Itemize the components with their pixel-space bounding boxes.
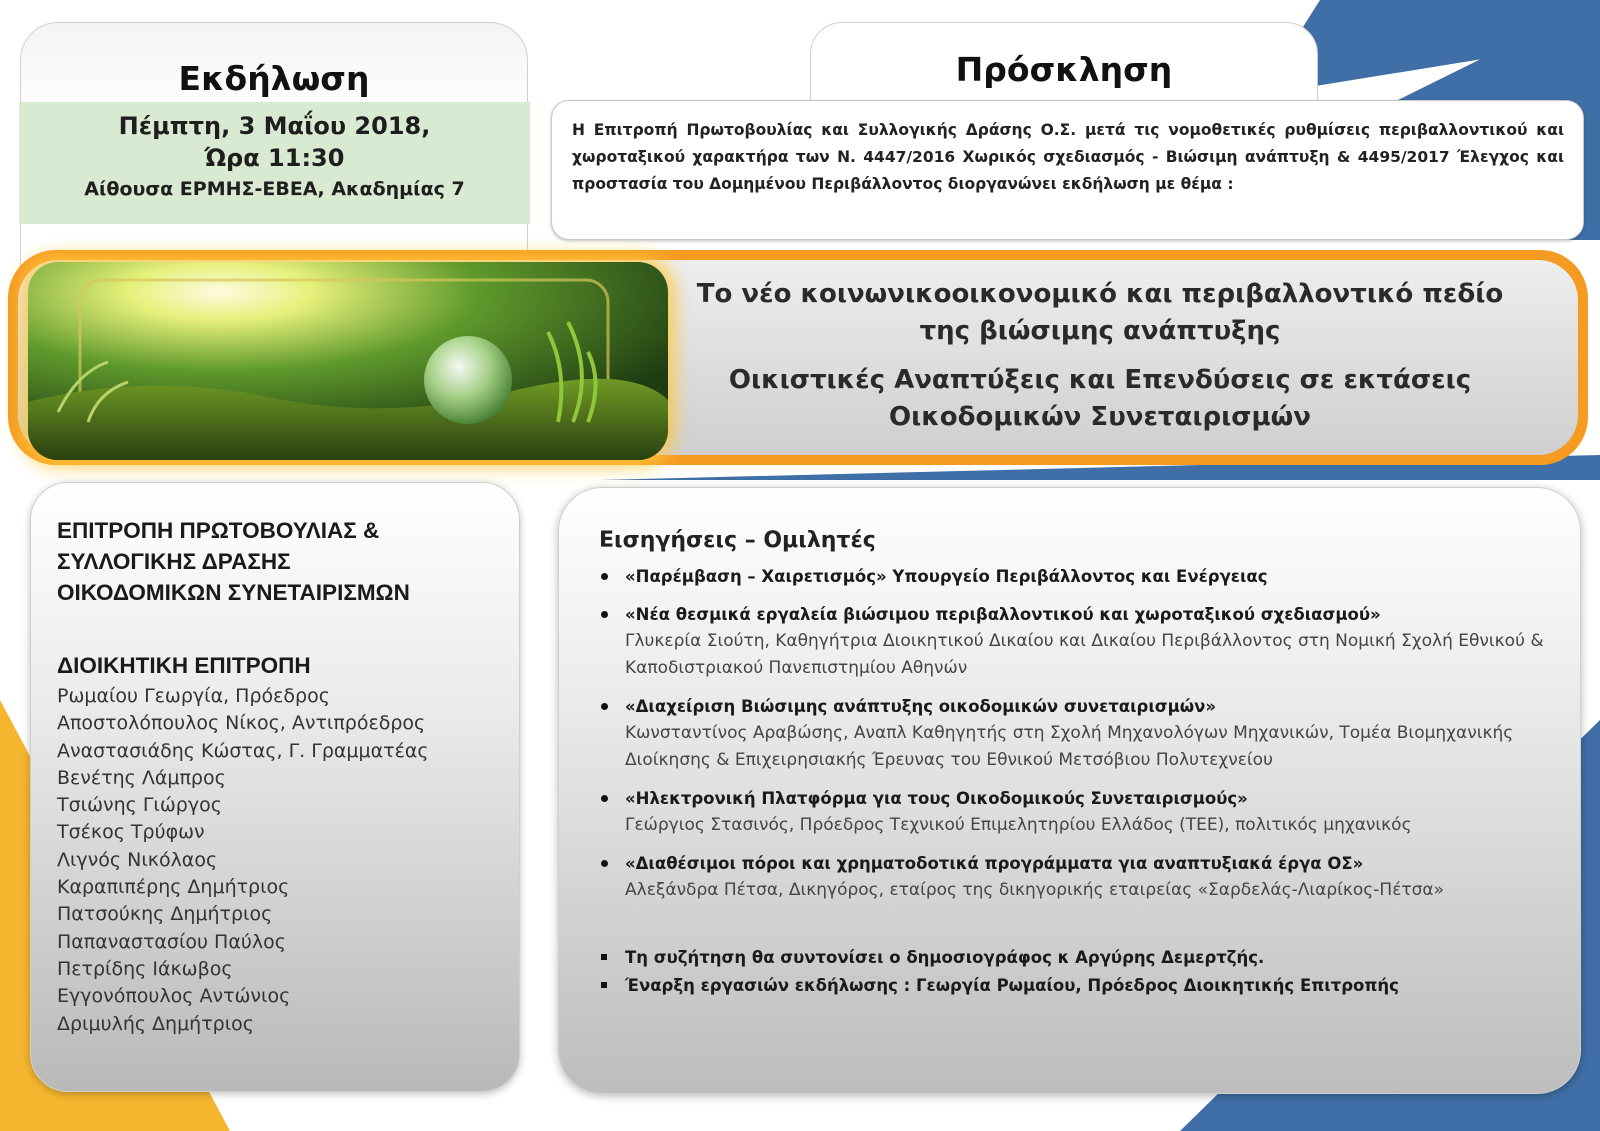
invitation-box xyxy=(551,100,1584,240)
talk-item xyxy=(599,851,1559,904)
talk-title: «Ηλεκτρονική Πλατφόρμα για τους Οικοδομικούς Συνεταιρισμούς» xyxy=(625,789,1248,808)
talk-speaker: Κωνσταντίνος Αραβώσης, Αναπλ Καθηγητής στη Σχολή Μηχανολόγων Μηχανικών, Τομέα Βιομηχανικής Διοίκησης & Επιχειρησιακής Έρευνας του Εθνικού Μετσόβιου Πολυτεχνείου xyxy=(625,723,1514,770)
member-item: Δριμυλής Δημήτριος xyxy=(57,1012,254,1035)
talk-speaker: Γλυκερία Σιούτη, Καθηγήτρια Διοικητικού Δικαίου και Δικαίου Περιβάλλοντος στη Νομική Σχολή Εθνικού & Καποδιστριακού Πανεπιστημίου Αθηνών xyxy=(625,631,1544,678)
member-item: Εγγονόπουλος Αντώνιος xyxy=(57,985,291,1008)
talks-list xyxy=(599,564,1559,916)
talk-speaker: Γεώργιος Στασινός, Πρόεδρος Τεχνικού Επιμελητηρίου Ελλάδος (ΤΕΕ), πολιτικός μηχανικός xyxy=(625,815,1412,835)
talk-title: «Διαθέσιμοι πόροι και χρηματοδοτικά προγράμματα για αναπτυξιακά έργα ΟΣ» xyxy=(625,854,1364,873)
member-item: Αποστολόπουλος Νίκος, Αντιπρόεδρος xyxy=(57,712,426,735)
talk-item xyxy=(599,602,1559,682)
moderator-note: Τη συζήτηση θα συντονίσει ο δημοσιογράφος κ Αργύρης Δεμερτζής. xyxy=(599,944,1559,972)
opening-note: Έναρξη εργασιών εκδήλωσης : Γεωργία Ρωμαίου, Πρόεδρος Διοικητικής Επιτροπής xyxy=(599,972,1559,1000)
nature-globe-image xyxy=(28,262,668,460)
committee-heading xyxy=(57,515,497,608)
member-item: Ρωμαίου Γεωργία, Πρόεδρος xyxy=(57,685,330,707)
speakers-panel xyxy=(558,487,1581,1094)
event-theme xyxy=(685,276,1515,436)
event-time: Ώρα 11:30 xyxy=(204,144,345,172)
theme-line-1: Το νέο κοινωνικοοικονομικό και περιβαλλοντικό πεδίο xyxy=(696,279,1504,309)
theme-line-3: Οικιστικές Αναπτύξεις και Επενδύσεις σε εκτάσεις xyxy=(728,365,1472,395)
invitation-text: Η Επιτροπή Πρωτοβουλίας και Συλλογικής Δράσης Ο.Σ. μετά τις νομοθετικές ρυθμίσεις περιβαλλοντικού και χωροταξικού χαρακτήρα των Ν. 4447/2016 Χωρικός σχεδιασμός - Βιώσιμη ανάπτυξη & 4495/2017 Έλεγχος και προστασία του Δομημένου Περιβάλλοντος διοργανώνει εκδήλωση με θέμα : xyxy=(572,121,1564,193)
member-item: Λιγνός Νικόλαος xyxy=(57,848,218,871)
event-date: Πέμπτη, 3 Μαΐου 2018, xyxy=(118,112,431,140)
talk-item xyxy=(599,694,1559,774)
invitation-title: Πρόσκληση xyxy=(955,50,1173,89)
committee-heading-line: ΟΙΚΟΔΟΜΙΚΩΝ ΣΥΝΕΤΑΙΡΙΣΜΩΝ xyxy=(57,580,410,605)
speakers-title: Εισηγήσεις – Ομιλητές xyxy=(599,528,876,553)
admin-committee-heading: ΔΙΟΙΚΗΤΙΚΗ ΕΠΙΤΡΟΠΗ xyxy=(57,653,311,678)
member-item: Τσέκος Τρύφων xyxy=(57,821,205,844)
talk-title: «Νέα θεσμικά εργαλεία βιώσιμου περιβαλλοντικού και χωροταξικού σχεδιασμού» xyxy=(625,605,1381,624)
member-item: Καραπιπέρης Δημήτριος xyxy=(57,876,290,899)
member-item: Παπαναστασίου Παύλος xyxy=(57,930,286,953)
event-details xyxy=(19,102,530,224)
talk-item xyxy=(599,564,1559,590)
theme-line-2: της βιώσιμης ανάπτυξης xyxy=(919,316,1281,346)
talk-title: «Διαχείριση Βιώσιμης ανάπτυξης οικοδομικών συνεταιρισμών» xyxy=(625,697,1217,716)
event-venue: Αίθουσα ΕΡΜΗΣ-ΕΒΕΑ, Ακαδημίας 7 xyxy=(84,178,465,200)
member-item: Πατσούκης Δημήτριος xyxy=(57,903,273,926)
talk-item xyxy=(599,786,1559,839)
talk-title: «Παρέμβαση – Χαιρετισμός» Υπουργείο Περιβάλλοντος και Ενέργειας xyxy=(625,567,1268,586)
committee-heading-line: ΕΠΙΤΡΟΠΗ ΠΡΩΤΟΒΟΥΛΙΑΣ & xyxy=(57,518,380,543)
member-item: Πετρίδης Ιάκωβος xyxy=(57,957,233,980)
member-item: Τσιώνης Γιώργος xyxy=(57,794,222,817)
committee-panel xyxy=(30,482,520,1092)
theme-line-4: Οικοδομικών Συνεταιρισμών xyxy=(889,402,1311,432)
members-list xyxy=(57,683,507,1038)
talk-speaker: Αλεξάνδρα Πέτσα, Δικηγόρος, εταίρος της δικηγορικής εταιρείας «Σαρδελάς-Λιαρίκος-Πέτσα» xyxy=(625,880,1445,900)
event-title: Εκδήλωση xyxy=(178,59,370,98)
member-item: Αναστασιάδης Κώστας, Γ. Γραμματέας xyxy=(57,739,429,762)
committee-heading-line: ΣΥΛΛΟΓΙΚΗΣ ΔΡΑΣΗΣ xyxy=(57,549,291,574)
member-item: Βενέτης Λάμπρος xyxy=(57,766,226,789)
notes-list xyxy=(599,944,1559,1000)
